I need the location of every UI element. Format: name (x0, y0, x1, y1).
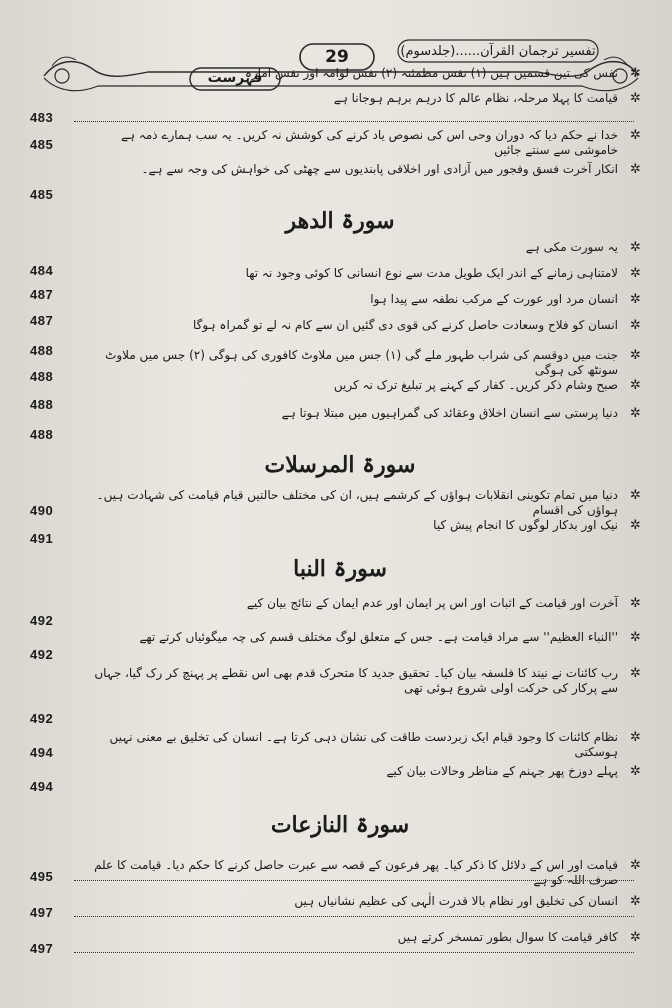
toc-entry (30, 128, 642, 157)
entry-text: نفس کی تین قسمیں ہیں (۱) نفس مطمئنہ (۲) نفس لوامہ اور نفس امارہ (244, 66, 618, 80)
entry-page: 487 (30, 287, 54, 302)
toc-entry (30, 666, 642, 726)
toc-entry (30, 630, 642, 662)
entry-text: قیامت کا پہلا مرحلہ، نظام عالم کا درہم برہم ہوجانا ہے (333, 91, 618, 105)
entry-text: قیامت اور اس کے دلائل کا ذکر کیا۔ پھر فرعون کے قصہ سے عبرت حاصل کرنے کا حکم دیا۔ قیامت کا علم صرف اللہ کو ہے (94, 858, 618, 887)
entry-text: انسان مرد اور عورت کے مرکب نطفہ سے پیدا ہوا (370, 292, 618, 306)
bullet-icon: ✲ (630, 518, 641, 533)
toc-entry (30, 858, 642, 887)
bullet-icon: ✲ (630, 91, 641, 106)
entry-text: خدا نے حکم دیا کہ دوران وحی اس کی نصوص یاد کرنے کی کوشش نہ کریں۔ یہ سب ہمارے ذمہ ہے خاموشی سے سنتے جائیں (120, 128, 618, 157)
toc-entry (30, 764, 642, 794)
entry-text: رب کائنات نے نیند کا فلسفہ بیان کیا۔ تحقیق جدید کا متحرک قدم بھی اس نقطے پر پہنچ کر رک گیا، جہاں سے پرکار کی حرکت اولی شروع ہوئی تھی (94, 666, 618, 695)
surah-heading: سورۃ النازعات (270, 812, 410, 838)
toc-entry (30, 406, 642, 442)
entry-page: 488 (30, 343, 54, 358)
bullet-icon: ✲ (630, 730, 641, 745)
bullet-icon: ✲ (630, 406, 641, 421)
toc-entry (30, 66, 642, 84)
bullet-icon: ✲ (630, 764, 641, 779)
entry-page: 491 (30, 531, 54, 546)
bullet-icon: ✲ (630, 858, 641, 873)
toc-entry (30, 730, 642, 760)
entry-text: لامتناہی زمانے کے اندر ایک طویل مدت سے نوع انسانی کا کوئی وجود نہ تھا (245, 266, 618, 280)
entry-page: 497 (30, 905, 54, 920)
entry-page: 497 (30, 941, 54, 956)
bullet-icon: ✲ (630, 266, 641, 281)
bullet-icon: ✲ (630, 66, 641, 81)
entry-page: 495 (30, 869, 54, 884)
entry-text: کافر قیامت کا سوال بطور تمسخر کرتے ہیں (397, 930, 618, 944)
bullet-icon: ✲ (630, 488, 641, 503)
bullet-icon: ✲ (630, 162, 641, 177)
entry-page: 483 (30, 110, 54, 125)
entry-page: 485 (30, 187, 54, 202)
bullet-icon: ✲ (630, 318, 641, 333)
entry-text: انسان کی تخلیق اور نظام بالا قدرت الٰہی کی عظیم نشانیاں ہیں (294, 894, 618, 908)
entry-text: جنت میں دوقسم کی شراب طہور ملے گی (۱) جس میں ملاوٹ کافوری کی ہوگی (۲) جس میں ملاوٹ سونٹھ کی ہوگی (105, 348, 618, 377)
toc-entry (30, 162, 642, 202)
entry-text: دنیا میں تمام تکوینی انقلابات ہواؤں کے کرشمے ہیں، ان کی مختلف حالتیں قیام قیامت کی شہادت ہیں۔ ہواؤں کی اقسام (96, 488, 618, 517)
entry-page: 488 (30, 369, 54, 384)
leader-line (74, 121, 634, 122)
toc-entry (30, 91, 642, 125)
bullet-icon: ✲ (630, 292, 641, 307)
entry-text: نیک اور بدکار لوگوں کا انجام پیش کیا (433, 518, 618, 532)
entry-page: 487 (30, 313, 54, 328)
entry-text: دنیا پرستی سے انسان اخلاق وعقائد کی گمراہیوں میں مبتلا ہوتا ہے (281, 406, 618, 420)
bullet-icon: ✲ (630, 630, 641, 645)
entry-text: انسان کو فلاح وسعادت حاصل کرنے کی قوی دی گئیں ان سے کام نہ لے تو گمراہ ہوگا (193, 318, 618, 332)
bullet-icon: ✲ (630, 240, 641, 255)
entry-page: 492 (30, 647, 54, 662)
entry-text: ''النباء العظیم'' سے مراد قیامت ہے۔ جس کے متعلق لوگ مختلف قسم کی چہ میگوئیاں کرتے تھے (139, 630, 618, 644)
entry-page: 488 (30, 397, 54, 412)
bullet-icon: ✲ (630, 596, 641, 611)
surah-heading: سورۃ الدھر (285, 208, 395, 234)
bullet-icon: ✲ (630, 128, 641, 143)
surah-heading: سورۃ المرسلات (264, 452, 416, 478)
bullet-icon: ✲ (630, 930, 641, 945)
leader-line (74, 880, 634, 881)
entry-text: پہلے دوزخ پھر جہنم کے مناظر وحالات بیان کیے (386, 764, 618, 778)
book-title: تفسیر ترجمان القرآن......(جلدسوم) (400, 44, 596, 59)
toc-entry (30, 930, 642, 956)
toc-entry (30, 518, 642, 546)
toc-entry (30, 596, 642, 628)
entry-text: صبح وشام ذکر کریں۔ کفار کے کہنے پر تبلیغ ترک نہ کریں (333, 378, 618, 392)
toc-label: فہرست (207, 70, 263, 86)
entry-text: انکار آخرت فسق وفجور میں آزادی اور اخلاقی پابندیوں سے چھٹی کی خواہش کی وجہ سے ہے۔ (141, 162, 618, 176)
page-number: 29 (325, 47, 349, 67)
toc-entry (30, 894, 642, 920)
entry-page: 492 (30, 711, 54, 726)
entry-page: 488 (30, 427, 54, 442)
bullet-icon: ✲ (630, 666, 641, 681)
entry-page: 494 (30, 779, 54, 794)
entry-page: 492 (30, 613, 54, 628)
entry-text: یہ سورت مکی ہے (525, 240, 618, 254)
surah-heading: سورۃ النبا (293, 556, 387, 582)
entry-page: 494 (30, 745, 54, 760)
leader-line (74, 952, 634, 953)
toc-entry (30, 488, 642, 518)
bullet-icon: ✲ (630, 894, 641, 909)
leader-line (74, 916, 634, 917)
entry-page: 490 (30, 503, 54, 518)
entry-page: 484 (30, 263, 54, 278)
entry-text: نظام کائنات کا وجود قیام ایک زبردست طاقت کی نشان دہی کرتا ہے۔ انسان کی تخلیق بے معنی نہیں ہوسکتی (109, 730, 618, 759)
bullet-icon: ✲ (630, 348, 641, 363)
bullet-icon: ✲ (630, 378, 641, 393)
entry-text: آخرت اور قیامت کے اثبات اور اس پر ایمان اور عدم ایمان کے نتائج بیان کیے (246, 596, 618, 610)
entry-page: 485 (30, 137, 54, 152)
